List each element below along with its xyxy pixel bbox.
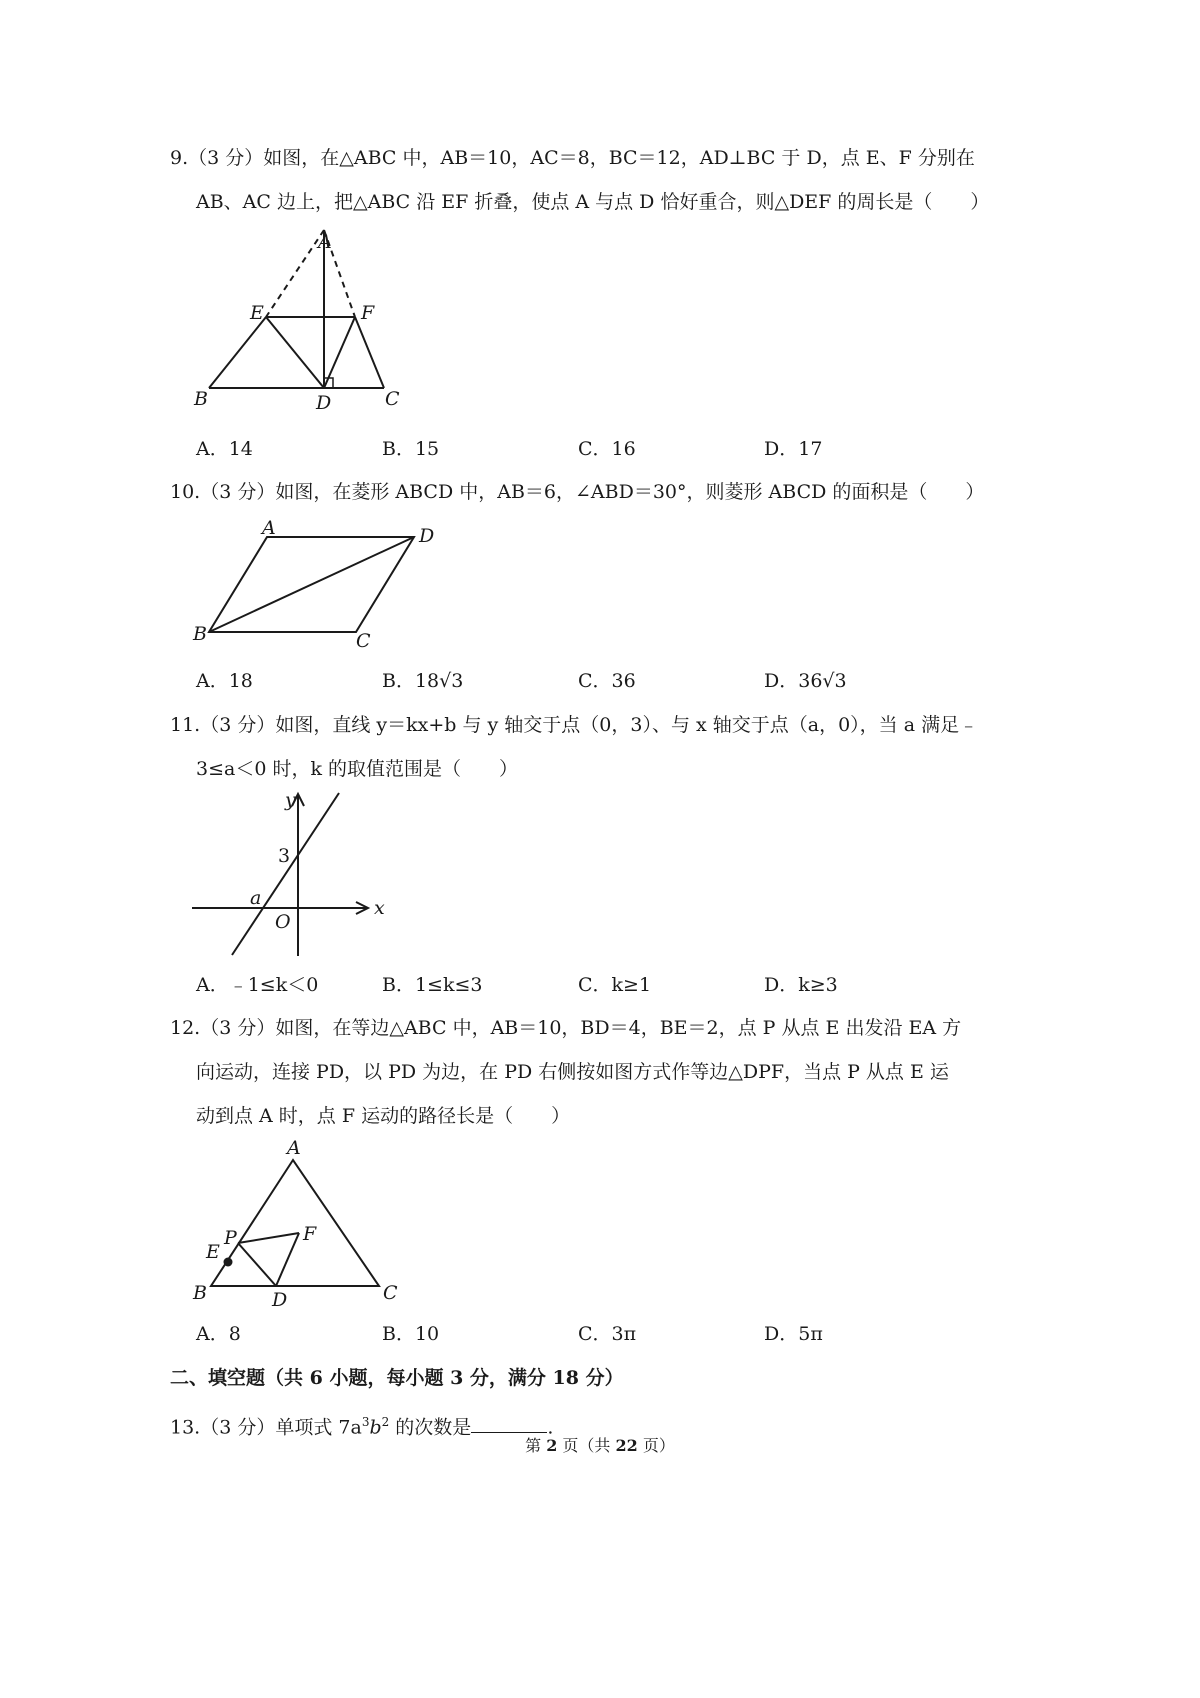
q9-option-c: C．16 <box>578 438 636 460</box>
q11-option-d: D．k≥3 <box>764 974 838 996</box>
q9-line-2: AB、AC 边上，把△ABC 沿 EF 折叠，使点 A 与点 D 恰好重合，则△DEF 的周长是（ ） <box>196 191 990 213</box>
q10-option-d: D．36√3 <box>764 670 847 692</box>
footer-mid: 页（共 <box>557 1436 616 1455</box>
q9-label-e: E <box>250 302 264 324</box>
q13-end: . <box>547 1416 554 1439</box>
q12-point-e <box>224 1258 233 1267</box>
q13-exponent-a: 3 <box>361 1415 370 1429</box>
q13-answer-blank <box>471 1412 547 1433</box>
q9-label-c: C <box>385 388 400 410</box>
q12-line-3: 动到点 A 时，点 F 运动的路径长是（ ） <box>196 1105 571 1127</box>
q10-option-a: A．18 <box>196 670 253 692</box>
q11-label-3: 3 <box>278 845 291 867</box>
q12-label-a: A <box>287 1137 301 1159</box>
q9-option-d: D．17 <box>764 438 823 460</box>
q11-option-c: C．k≥1 <box>578 974 652 996</box>
q12-label-f: F <box>303 1223 317 1245</box>
footer-total-pages: 22 <box>615 1436 638 1455</box>
q13-prefix: 13.（3 分）单项式 7a <box>170 1416 362 1439</box>
q12-segment-fd <box>276 1233 299 1286</box>
q11-option-a: A．﹣1≤k＜0 <box>196 974 319 996</box>
q9-label-a: A <box>318 231 332 253</box>
q9-option-b: B．15 <box>382 438 440 460</box>
q10-label-b: B <box>193 623 207 645</box>
footer-pre: 第 <box>525 1436 547 1455</box>
q10-label-c: C <box>356 630 371 652</box>
q13-line <box>170 1410 553 1439</box>
page-footer <box>0 1436 1200 1456</box>
q10-label-a: A <box>262 517 276 539</box>
q11-line-1: 11.（3 分）如图，直线 y＝kx+b 与 y 轴交于点（0，3）、与 x 轴交于点（a，0），当 a 满足﹣ <box>170 714 979 736</box>
q12-segment-pd <box>238 1243 276 1286</box>
q10-label-d: D <box>419 525 435 547</box>
q10-option-c: C．36 <box>578 670 636 692</box>
footer-post: 页） <box>637 1436 675 1455</box>
q9-label-b: B <box>194 388 208 410</box>
q12-option-d: D．5π <box>764 1323 823 1345</box>
section-title: 二、填空题（共 6 小题，每小题 3 分，满分 18 分） <box>170 1367 624 1389</box>
q12-label-d: D <box>272 1289 288 1311</box>
q12-option-c: C．3π <box>578 1323 637 1345</box>
q9-line-1: 9.（3 分）如图，在△ABC 中，AB＝10，AC＝8，BC＝12，AD⊥BC 于 D，点 E、F 分别在 <box>170 147 975 169</box>
q12-label-p: P <box>224 1227 237 1249</box>
q13-suffix: 的次数是 <box>389 1416 472 1439</box>
q12-line-1: 12.（3 分）如图，在等边△ABC 中，AB＝10，BD＝4，BE＝2，点 P 从点 E 出发沿 EA 方 <box>170 1017 962 1039</box>
q12-label-c: C <box>383 1282 398 1304</box>
q12-option-b: B．10 <box>382 1323 440 1345</box>
q12-label-b: B <box>193 1282 207 1304</box>
q12-segment-pf <box>238 1233 299 1243</box>
q12-option-a: A．8 <box>196 1323 241 1345</box>
q9-label-d: D <box>316 392 332 414</box>
q10-option-b: B．18√3 <box>382 670 464 692</box>
q12-line-2: 向运动，连接 PD，以 PD 为边，在 PD 右侧按如图方式作等边△DPF，当点 P 从点 E 运 <box>196 1061 949 1083</box>
q11-option-b: B．1≤k≤3 <box>382 974 483 996</box>
q12-label-e: E <box>206 1241 220 1263</box>
q9-option-a: A．14 <box>196 438 253 460</box>
q10-line-1: 10.（3 分）如图，在菱形 ABCD 中，AB＝6，∠ABD＝30°，则菱形 ABCD 的面积是（ ） <box>170 481 985 503</box>
q13-exponent-b: 2 <box>381 1415 390 1429</box>
q11-label-y: y <box>285 789 296 811</box>
q13-var-b: b <box>369 1416 382 1439</box>
q11-label-a: a <box>250 887 262 909</box>
q11-label-o: O <box>275 911 291 933</box>
footer-page-number: 2 <box>546 1436 558 1455</box>
q11-line-2: 3≤a＜0 时，k 的取值范围是（ ） <box>196 758 519 780</box>
q12-triangle-abc <box>211 1160 379 1286</box>
q9-label-f: F <box>361 302 375 324</box>
q11-label-x: x <box>374 897 385 919</box>
